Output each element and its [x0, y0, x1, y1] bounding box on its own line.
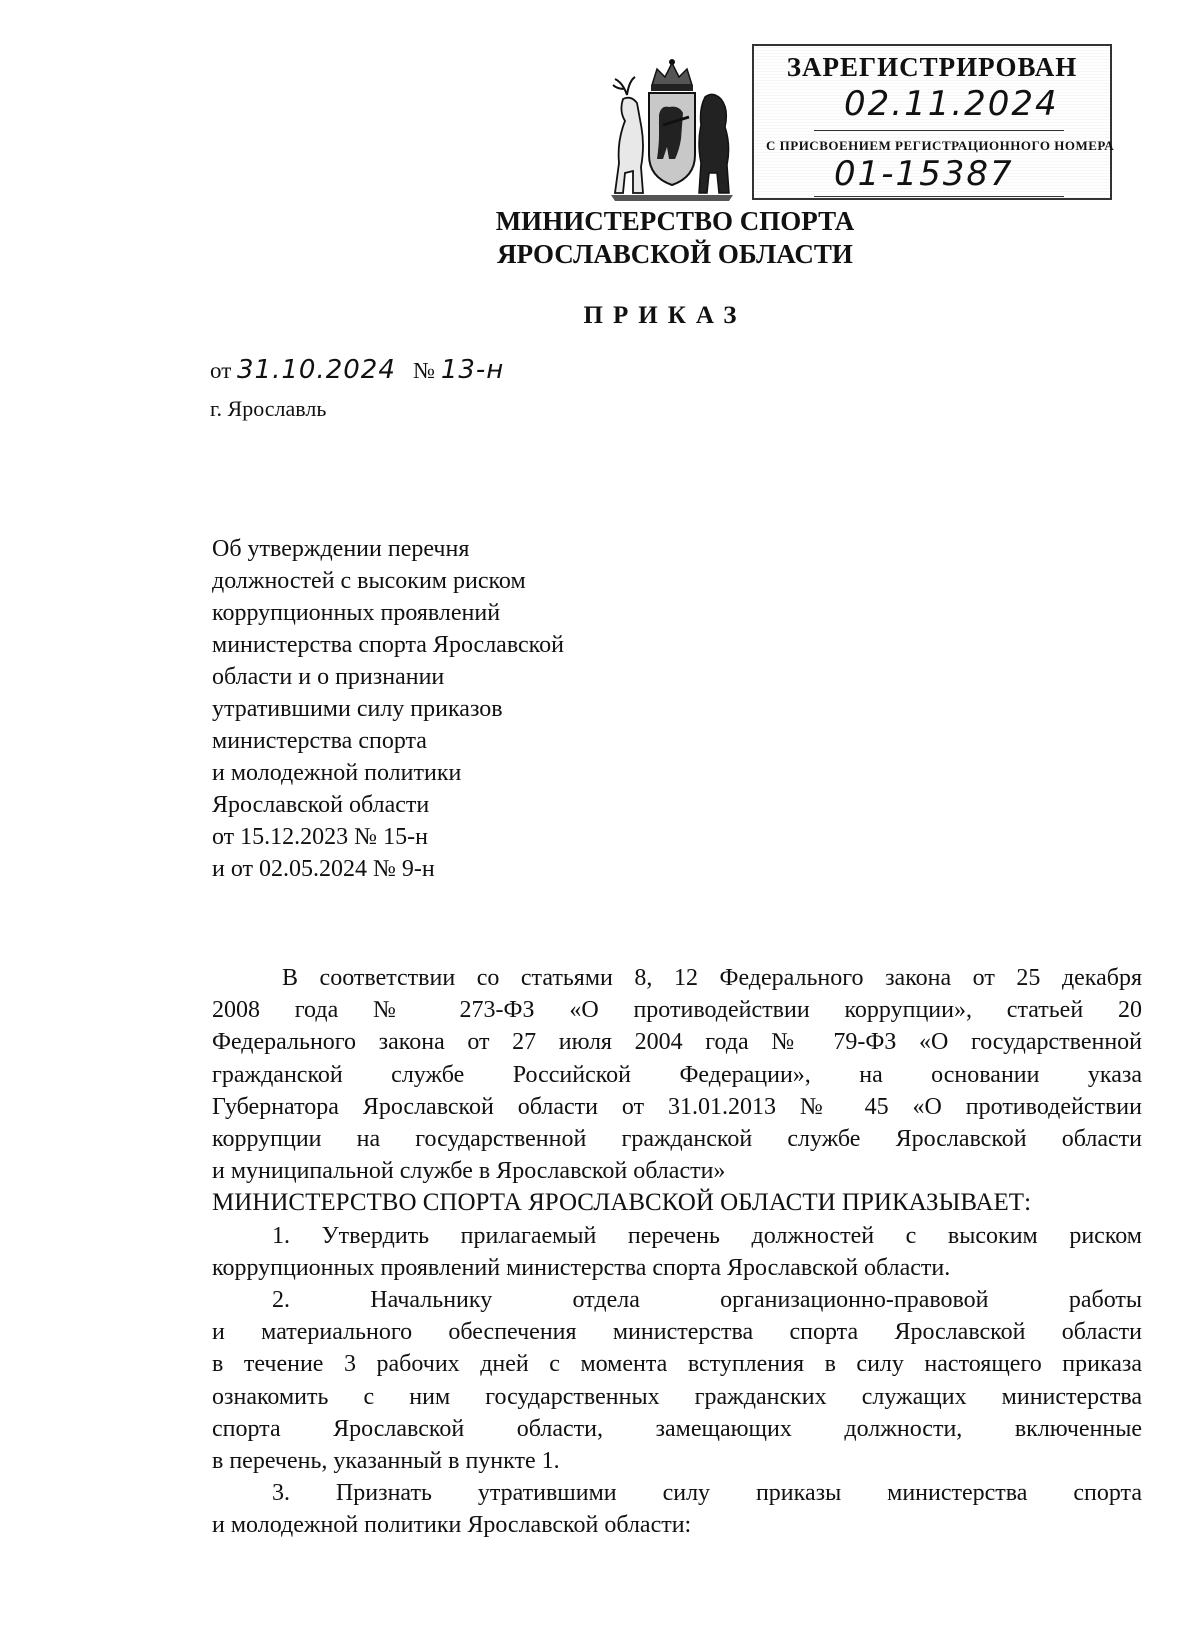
decree-line: МИНИСТЕРСТВО СПОРТА ЯРОСЛАВСКОЙ ОБЛАСТИ ПРИКАЗЫВАЕТ:: [212, 1189, 1032, 1217]
order-date: 31.10.2024: [237, 355, 396, 385]
item-3-line: и молодежной политики Ярославской области:: [212, 1512, 692, 1539]
item-1-line: 1. Утвердить прилагаемый перечень должностей с высоким риском: [272, 1222, 1142, 1249]
order-number: 13-н: [440, 355, 505, 385]
item-2-line: в течение 3 рабочих дней с момента вступления в силу настоящего приказа: [212, 1351, 1142, 1378]
stamp-number: 01-15387: [834, 154, 1014, 194]
document-type: ПРИКАЗ: [583, 302, 747, 329]
preamble-line: гражданской службе Российской Федерации», на основании указа: [212, 1061, 1142, 1088]
from-label: от: [210, 358, 232, 383]
registration-stamp: [752, 44, 1115, 200]
preamble-line: В соответствии со статьями 8, 12 Федерального закона от 25 декабря: [282, 965, 1142, 991]
number-label: №: [413, 358, 436, 383]
order-date-line: [210, 355, 504, 385]
item-2-line: спорта Ярославской области, замещающих должности, включенные: [212, 1415, 1142, 1442]
subject-line: министерства спорта: [212, 728, 427, 754]
ministry-title: [470, 205, 880, 271]
subject-line: от 15.12.2023 № 15-н: [212, 824, 428, 850]
subject-line: министерства спорта Ярославской: [212, 632, 564, 658]
subject-line: области и о признании: [212, 664, 445, 690]
ministry-line: МИНИСТЕРСТВО СПОРТА: [495, 206, 855, 236]
ministry-line: ЯРОСЛАВСКОЙ ОБЛАСТИ: [497, 239, 853, 269]
stamp-subtitle: С ПРИСВОЕНИЕМ РЕГИСТРАЦИОННОГО НОМЕРА: [766, 138, 1115, 153]
item-2-line: в перечень, указанный в пункте 1.: [212, 1448, 560, 1475]
preamble-line: Губернатора Ярославской области от 31.01.2013 № 45 «О противодействии: [212, 1093, 1142, 1120]
preamble-line: 2008 года № 273-ФЗ «О противодействии коррупции», статьей 20: [212, 997, 1142, 1024]
stamp-divider: [814, 130, 1064, 131]
stamp-title: ЗАРЕГИСТРИРОВАН: [786, 52, 1078, 82]
stamp-date: 02.11.2024: [844, 84, 1059, 124]
city: г. Ярославль: [210, 396, 327, 421]
preamble-line: и муниципальной службе в Ярославской области»: [212, 1158, 726, 1185]
item-2-line: 2. Начальнику отдела организационно-правовой работы: [272, 1287, 1142, 1314]
subject-line: утратившими силу приказов: [212, 696, 503, 722]
subject-line: и молодежной политики: [212, 760, 462, 786]
subject-line: Об утверждении перечня: [212, 536, 470, 562]
item-2-line: ознакомить с ним государственных гражданских служащих министерства: [212, 1383, 1142, 1410]
preamble-line: Федерального закона от 27 июля 2004 года № 79-ФЗ «О государственной: [212, 1029, 1142, 1056]
order-body: [212, 962, 1142, 1542]
item-3-line: 3. Признать утратившими силу приказы министерства спорта: [272, 1480, 1142, 1507]
coat-of-arms-icon: [605, 55, 740, 205]
stamp-divider: [814, 196, 1064, 197]
subject-line: коррупционных проявлений: [212, 600, 501, 626]
subject-line: Ярославской области: [212, 792, 430, 818]
subject-line: и от 02.05.2024 № 9-н: [212, 856, 435, 882]
subject-block: [212, 533, 632, 885]
preamble-line: коррупции на государственной гражданской службе Ярославской области: [212, 1126, 1142, 1153]
item-2-line: и материального обеспечения министерства спорта Ярославской области: [212, 1319, 1142, 1346]
subject-line: должностей с высоким риском: [212, 568, 526, 594]
item-1-line: коррупционных проявлений министерства спорта Ярославской области.: [212, 1254, 951, 1281]
